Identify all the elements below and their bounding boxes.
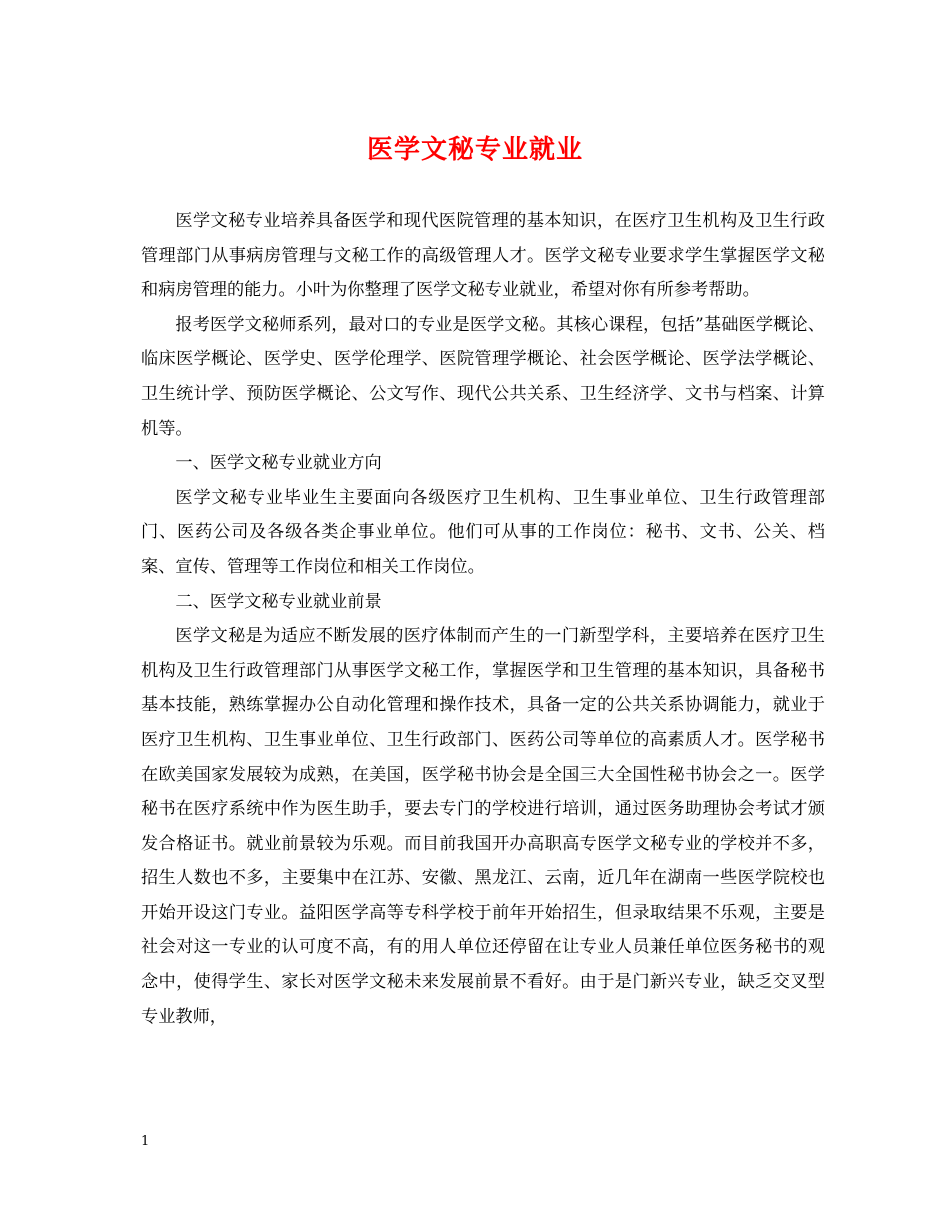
section-heading-prospects: 二、医学文秘专业就业前景 bbox=[175, 591, 382, 612]
document-body bbox=[141, 204, 825, 1034]
page-number: 1 bbox=[141, 1134, 150, 1149]
paragraph-prospects: 医学文秘是为适应不断发展的医疗体制而产生的一门新型学科，主要培养在医疗卫生机构及卫生行政管理部门从事医学文秘工作，掌握医学和卫生管理的基本知识，具备秘书基本技能，熟练掌握办公自动化管理和操作技术，具备一定的公共关系协调能力，就业于医疗卫生机构、卫生事业单位、卫生行政部门、医药公司等单位的高素质人才。医学秘书在欧美国家发展较为成熟，在美国，医学秘书协会是全国三大全国性秘书协会之一。医学秘书在医疗系统中作为医生助手，要去专门的学校进行培训，通过医务助理协会考试才颁发合格证书。就业前景较为乐观。而目前我国开办高职高专医学文秘专业的学校并不多，招生人数也不多，主要集中在江苏、安徽、黑龙江、云南，近几年在湖南一些医学院校也开始开设这门专业。益阳医学高等专科学校于前年开始招生，但录取结果不乐观，主要是社会对这一专业的认可度不高，有的用人单位还停留在让专业人员兼任单位医务秘书的观念中，使得学生、家长对医学文秘未来发展前景不看好。由于是门新兴专业，缺乏交叉型专业教师， bbox=[141, 626, 825, 1027]
paragraph-intro: 医学文秘专业培养具备医学和现代医院管理的基本知识，在医疗卫生机构及卫生行政管理部门从事病房管理与文秘工作的高级管理人才。医学文秘专业要求学生掌握医学文秘和病房管理的能力。小叶为你整理了医学文秘专业就业，希望对你有所参考帮助。 bbox=[141, 211, 825, 301]
paragraph-direction: 医学文秘专业毕业生主要面向各级医疗卫生机构、卫生事业单位、卫生行政管理部门、医药公司及各级各类企事业单位。他们可从事的工作岗位：秘书、文书、公关、档案、宣传、管理等工作岗位和相关工作岗位。 bbox=[141, 487, 825, 577]
section-heading-direction: 一、医学文秘专业就业方向 bbox=[175, 453, 382, 474]
document-title: 医学文秘专业就业 bbox=[366, 135, 583, 165]
paragraph-core-courses: 报考医学文秘师系列，最对口的专业是医学文秘。其核心课程，包括”基础医学概论、临床医学概论、医学史、医学伦理学、医院管理学概论、社会医学概论、医学法学概论、卫生统计学、预防医学概论、公文写作、现代公共关系、卫生经济学、文书与档案、计算机等。 bbox=[141, 314, 825, 439]
